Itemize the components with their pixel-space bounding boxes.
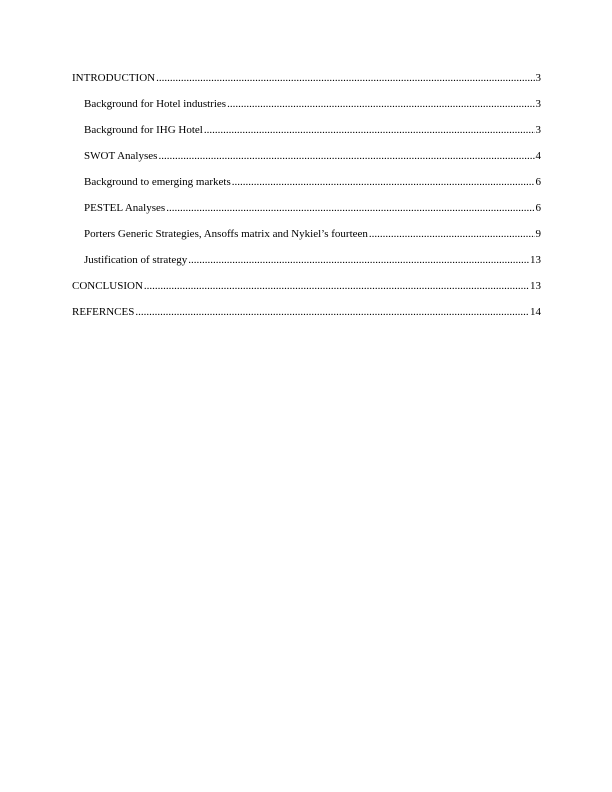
toc-entry-justification-of-strategy[interactable] — [72, 253, 541, 279]
toc-page-number: 6 — [535, 202, 541, 214]
toc-dot-leader — [166, 201, 534, 215]
toc-entry-title: Justification of strategy — [84, 254, 188, 266]
toc-page-number: 6 — [535, 176, 541, 188]
toc-entry-title: Background to emerging markets — [84, 176, 231, 188]
toc-entry-title: Background for Hotel industries — [84, 98, 227, 110]
toc-dot-leader — [135, 305, 529, 319]
toc-dot-leader — [204, 123, 535, 137]
toc-dot-leader — [227, 97, 534, 111]
toc-entry-porters-generic-strategies[interactable] — [72, 227, 541, 253]
toc-entry-title: SWOT Analyses — [84, 150, 158, 162]
toc-entry-title: Background for IHG Hotel — [84, 124, 203, 136]
toc-entry-swot-analyses[interactable] — [72, 149, 541, 175]
toc-entry-pestel-analyses[interactable] — [72, 201, 541, 227]
toc-entry-references[interactable] — [72, 305, 541, 331]
toc-dot-leader — [188, 253, 529, 267]
toc-entry-title: CONCLUSION — [72, 280, 143, 292]
toc-page-number: 3 — [535, 72, 541, 84]
toc-page-number: 9 — [535, 228, 541, 240]
toc-entry-title: INTRODUCTION — [72, 72, 156, 84]
toc-entry-background-ihg-hotel[interactable] — [72, 123, 541, 149]
toc-page-number: 13 — [530, 280, 541, 292]
toc-dot-leader — [232, 175, 535, 189]
toc-dot-leader — [156, 71, 534, 85]
toc-page-number: 13 — [530, 254, 541, 266]
toc-page-number: 4 — [535, 150, 541, 162]
toc-entry-background-emerging-markets[interactable] — [72, 175, 541, 201]
toc-dot-leader — [144, 279, 529, 293]
toc-page-number: 3 — [535, 124, 541, 136]
table-of-contents — [72, 71, 541, 331]
toc-entry-title: Porters Generic Strategies, Ansoffs matrix and Nykiel’s fourteen — [84, 228, 368, 240]
toc-entry-conclusion[interactable] — [72, 279, 541, 305]
toc-dot-leader — [369, 227, 535, 241]
toc-dot-leader — [158, 149, 534, 163]
toc-entry-title: REFERNCES — [72, 306, 135, 318]
toc-page-number: 3 — [535, 98, 541, 110]
toc-page-number: 14 — [530, 306, 541, 318]
toc-entry-title: PESTEL Analyses — [84, 202, 166, 214]
toc-entry-background-hotel-industries[interactable] — [72, 97, 541, 123]
toc-entry-introduction[interactable] — [72, 71, 541, 97]
